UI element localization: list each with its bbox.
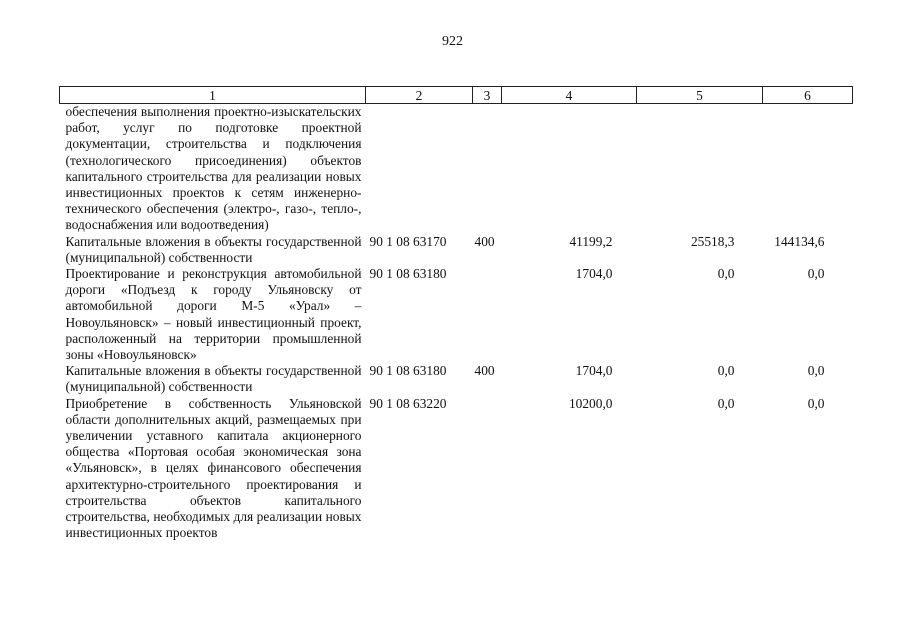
row-name: Капитальные вложения в объекты государственной (муниципальной) собственности [65, 363, 362, 395]
table-header [60, 87, 853, 104]
row-code: 90 1 08 63180 [369, 266, 447, 282]
row-value-col6: 0,0 [807, 395, 825, 411]
row-expense-type [473, 104, 502, 234]
row-code [366, 104, 473, 234]
row-value-col5: 25518,3 [690, 233, 735, 249]
row-value-col5: 0,0 [717, 266, 735, 282]
table-row [60, 266, 853, 363]
row-code: 90 1 08 63170 [369, 233, 447, 249]
row-value-col4: 10200,0 [568, 395, 613, 411]
table-row [60, 104, 853, 234]
row-name: Приобретение в собственность Ульяновской области дополнительных акций, размещаемых при увеличении уставного капитала акционерного общества «Портовая особая экономическая зона «Ульяновск», в целях финансового обеспечения архитектурно-строительного проектирования и строительства объектов капитального строительства, необходимых для реализации новых инвестиционных проектов [65, 395, 362, 541]
header-row [60, 87, 853, 104]
budget-table [59, 86, 853, 541]
row-expense-type [473, 266, 502, 363]
row-value-col6 [763, 104, 853, 234]
header-col-6: 6 [763, 87, 853, 104]
header-col-2: 2 [366, 87, 473, 104]
table-body [60, 104, 853, 542]
row-value-col6: 0,0 [807, 266, 825, 282]
row-value-col5 [637, 104, 763, 234]
row-value-col4: 41199,2 [569, 233, 613, 249]
row-value-col5: 0,0 [717, 395, 735, 411]
header-col-3: 3 [473, 87, 502, 104]
header-col-4: 4 [502, 87, 637, 104]
table-row [60, 363, 853, 395]
row-code: 90 1 08 63180 [369, 363, 447, 379]
row-expense-type: 400 [474, 233, 495, 249]
header-col-5: 5 [637, 87, 763, 104]
row-value-col5: 0,0 [717, 363, 735, 379]
row-value-col4: 1704,0 [575, 266, 613, 282]
row-value-col4 [502, 104, 637, 234]
row-name: обеспечения выполнения проектно-изыскательских работ, услуг по подготовке проектной документации, строительства и подключения (технологического присоединения) объектов капитального строительства для реализации новых инвестиционных проектов к сетям инженерно-технического обеспечения (электро-, газо-, тепло-, водоснабжения или водоотведения) [65, 104, 362, 233]
row-code: 90 1 08 63220 [369, 395, 447, 411]
row-expense-type: 400 [474, 363, 495, 379]
row-value-col6: 144134,6 [774, 233, 825, 249]
row-expense-type [473, 396, 502, 542]
table-row [60, 234, 853, 266]
row-name: Проектирование и реконструкция автомобильной дороги «Подъезд к городу Ульяновску от автомобильной дороги М-5 «Урал» – Новоульяновск» – новый инвестиционный проект, расположенный на территории промышленной зоны «Новоульяновск» [65, 266, 362, 363]
table-row [60, 396, 853, 542]
row-name: Капитальные вложения в объекты государственной (муниципальной) собственности [65, 233, 362, 265]
row-value-col6: 0,0 [807, 363, 825, 379]
header-col-1: 1 [60, 87, 366, 104]
row-value-col4: 1704,0 [575, 363, 613, 379]
page-number: 922 [442, 34, 463, 49]
